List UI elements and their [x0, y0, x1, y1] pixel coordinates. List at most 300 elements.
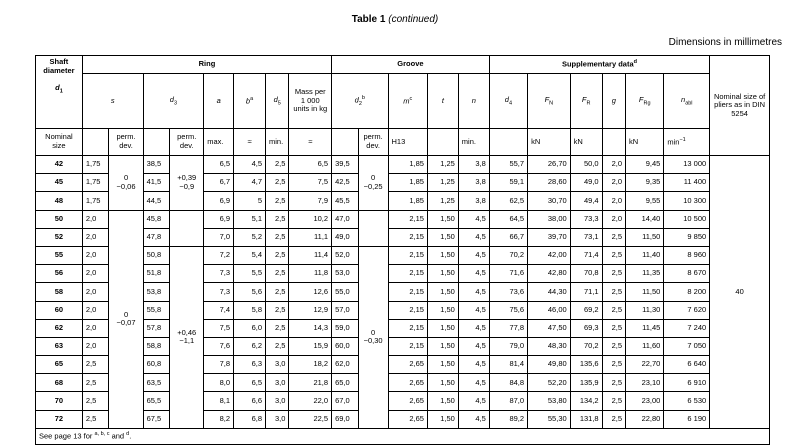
- cell-g: 2,5: [602, 228, 625, 246]
- cell-a: 8,0: [204, 374, 234, 392]
- cell-a: 8,1: [204, 392, 234, 410]
- cell-m: 2,65: [388, 410, 427, 428]
- cell-t: 1,25: [427, 174, 458, 192]
- cell-d5: 2,5: [266, 301, 289, 319]
- cell-fr: 71,4: [570, 246, 602, 264]
- nabl-header: $n_{abl}$: [664, 74, 710, 129]
- cell-mass: 15,9: [289, 337, 332, 355]
- cell-fn: 28,60: [528, 174, 571, 192]
- cell-d4: 84,8: [489, 374, 527, 392]
- cell-d3: 58,8: [143, 337, 170, 355]
- cell-d5: 3,0: [266, 356, 289, 374]
- cell-fn: 26,70: [528, 156, 571, 174]
- cell-m: 1,85: [388, 192, 427, 210]
- cell-n: 3,8: [458, 156, 489, 174]
- cell-d1: 72: [36, 410, 83, 428]
- cell-s: 1,75: [82, 156, 109, 174]
- cell-nabl: 10 300: [664, 192, 710, 210]
- cell-t: 1,50: [427, 356, 458, 374]
- s-deviation-b: 0 −0,07: [109, 210, 143, 428]
- cell-t: 1,25: [427, 192, 458, 210]
- cell-mass: 11,8: [289, 265, 332, 283]
- d2-deviation-a: 0 −0,25: [358, 156, 388, 211]
- cell-g: 2,0: [602, 156, 625, 174]
- cell-d3: 53,8: [143, 283, 170, 301]
- cell-d1: 42: [36, 156, 83, 174]
- cell-fn: 39,70: [528, 228, 571, 246]
- cell-d5: 2,5: [266, 337, 289, 355]
- cell-frg: 11,50: [626, 283, 664, 301]
- cell-mass: 14,3: [289, 319, 332, 337]
- fr-unit-label: kN: [570, 129, 602, 156]
- cell-frg: 22,70: [626, 356, 664, 374]
- supplementary-header: Supplementary data$^d$: [489, 56, 709, 74]
- cell-d2: 47,0: [332, 210, 359, 228]
- groove-header: Groove: [332, 56, 490, 74]
- cell-mass: 11,4: [289, 246, 332, 264]
- cell-t: 1,50: [427, 283, 458, 301]
- cell-nabl: 6 640: [664, 356, 710, 374]
- cell-m: 2,65: [388, 356, 427, 374]
- cell-d2: 55,0: [332, 283, 359, 301]
- cell-mass: 12,6: [289, 283, 332, 301]
- cell-d1: 70: [36, 392, 83, 410]
- cell-d2: 59,0: [332, 319, 359, 337]
- table-row: [36, 228, 770, 246]
- cell-a: 7,0: [204, 228, 234, 246]
- cell-d1: 62: [36, 319, 83, 337]
- table-row: [36, 283, 770, 301]
- cell-nabl: 8 960: [664, 246, 710, 264]
- cell-nabl: 8 670: [664, 265, 710, 283]
- cell-b: 5: [234, 192, 266, 210]
- cell-d1: 48: [36, 192, 83, 210]
- cell-t: 1,50: [427, 301, 458, 319]
- cell-s: 1,75: [82, 192, 109, 210]
- cell-nabl: 7 050: [664, 337, 710, 355]
- cell-fr: 70,2: [570, 337, 602, 355]
- cell-fr: 49,0: [570, 174, 602, 192]
- s-perm-dev-label: perm. dev.: [109, 129, 143, 156]
- cell-d1: 55: [36, 246, 83, 264]
- cell-s: 2,5: [82, 374, 109, 392]
- cell-d5: 3,0: [266, 392, 289, 410]
- cell-d2: 62,0: [332, 356, 359, 374]
- cell-d3: 47,8: [143, 228, 170, 246]
- dimensions-table: [35, 55, 770, 445]
- cell-m: 1,85: [388, 156, 427, 174]
- cell-d1: 60: [36, 301, 83, 319]
- cell-m: 2,15: [388, 283, 427, 301]
- ring-header: Ring: [82, 56, 331, 74]
- table-row: [36, 210, 770, 228]
- cell-d5: 2,5: [266, 228, 289, 246]
- cell-d4: 73,6: [489, 283, 527, 301]
- cell-fn: 42,00: [528, 246, 571, 264]
- cell-d1: 68: [36, 374, 83, 392]
- cell-m: 2,65: [388, 374, 427, 392]
- cell-d2: 42,5: [332, 174, 359, 192]
- cell-d3: 63,5: [143, 374, 170, 392]
- cell-mass: 12,9: [289, 301, 332, 319]
- cell-g: 2,0: [602, 210, 625, 228]
- cell-fr: 49,4: [570, 192, 602, 210]
- g-header: g: [602, 74, 625, 129]
- table-title: Table 1 (continued): [351, 14, 439, 25]
- cell-mass: 7,9: [289, 192, 332, 210]
- cell-d3: 67,5: [143, 410, 170, 428]
- cell-n: 4,5: [458, 301, 489, 319]
- t-header: t: [427, 74, 458, 129]
- table-row: [36, 246, 770, 264]
- cell-a: 7,2: [204, 246, 234, 264]
- cell-d2: 52,0: [332, 246, 359, 264]
- nominal-size-label: Nominal size: [36, 129, 83, 156]
- cell-d3: 44,5: [143, 192, 170, 210]
- cell-t: 1,50: [427, 210, 458, 228]
- table-row: [36, 301, 770, 319]
- cell-frg: 9,35: [626, 174, 664, 192]
- cell-d4: 77,8: [489, 319, 527, 337]
- cell-n: 4,5: [458, 337, 489, 355]
- d2-deviation-b: 0 −0,30: [358, 246, 388, 428]
- d3-perm-dev-label: perm. dev.: [170, 129, 204, 156]
- cell-d5: 2,5: [266, 265, 289, 283]
- cell-d1: 63: [36, 337, 83, 355]
- cell-s: 2,5: [82, 392, 109, 410]
- cell-a: 6,9: [204, 210, 234, 228]
- cell-fr: 135,6: [570, 356, 602, 374]
- table-row: [36, 174, 770, 192]
- b-approx-label: ≈: [234, 129, 266, 156]
- cell-d1: 65: [36, 356, 83, 374]
- table-row: [36, 265, 770, 283]
- cell-frg: 9,55: [626, 192, 664, 210]
- cell-m: 2,65: [388, 392, 427, 410]
- cell-a: 7,6: [204, 337, 234, 355]
- cell-b: 5,2: [234, 228, 266, 246]
- cell-nabl: 6 910: [664, 374, 710, 392]
- cell-s: 2,0: [82, 337, 109, 355]
- cell-fr: 69,3: [570, 319, 602, 337]
- cell-nabl: 10 500: [664, 210, 710, 228]
- cell-g: 2,5: [602, 246, 625, 264]
- cell-fn: 52,20: [528, 374, 571, 392]
- d5-header: $d_5$: [266, 74, 289, 129]
- cell-fr: 73,3: [570, 210, 602, 228]
- cell-d5: 2,5: [266, 174, 289, 192]
- dimensions-note: Dimensions in millimetres: [668, 37, 782, 48]
- cell-fr: 69,2: [570, 301, 602, 319]
- cell-a: 7,4: [204, 301, 234, 319]
- cell-b: 5,1: [234, 210, 266, 228]
- cell-b: 4,7: [234, 174, 266, 192]
- cell-t: 1,50: [427, 374, 458, 392]
- cell-d2: 60,0: [332, 337, 359, 355]
- cell-b: 6,8: [234, 410, 266, 428]
- cell-frg: 11,45: [626, 319, 664, 337]
- cell-n: 4,5: [458, 210, 489, 228]
- cell-d1: 50: [36, 210, 83, 228]
- cell-frg: 9,45: [626, 156, 664, 174]
- cell-fr: 134,2: [570, 392, 602, 410]
- cell-nabl: 8 200: [664, 283, 710, 301]
- cell-nabl: 13 000: [664, 156, 710, 174]
- cell-d4: 70,2: [489, 246, 527, 264]
- cell-d5: 2,5: [266, 246, 289, 264]
- s-deviation-a: 0 −0,06: [109, 156, 143, 211]
- cell-d5: 3,0: [266, 374, 289, 392]
- cell-b: 5,6: [234, 283, 266, 301]
- d3-deviation-b: +0,46 −1,1: [170, 246, 204, 428]
- cell-s: 2,0: [82, 228, 109, 246]
- d5-min-label: min.: [266, 129, 289, 156]
- cell-g: 2,5: [602, 356, 625, 374]
- cell-d5: 2,5: [266, 192, 289, 210]
- cell-frg: 11,35: [626, 265, 664, 283]
- cell-m: 2,15: [388, 228, 427, 246]
- cell-a: 7,5: [204, 319, 234, 337]
- cell-n: 4,5: [458, 319, 489, 337]
- cell-b: 5,5: [234, 265, 266, 283]
- cell-d4: 55,7: [489, 156, 527, 174]
- table-row: [36, 374, 770, 392]
- a-max-label: max.: [204, 129, 234, 156]
- cell-d4: 59,1: [489, 174, 527, 192]
- cell-fn: 55,30: [528, 410, 571, 428]
- cell-d4: 64,5: [489, 210, 527, 228]
- cell-s: 2,0: [82, 210, 109, 228]
- cell-n: 4,5: [458, 265, 489, 283]
- cell-nabl: 6 190: [664, 410, 710, 428]
- cell-fn: 53,80: [528, 392, 571, 410]
- table-row: [36, 410, 770, 428]
- d3-header: $d_3$: [143, 74, 204, 129]
- cell-t: 1,50: [427, 265, 458, 283]
- cell-t: 1,50: [427, 228, 458, 246]
- cell-mass: 6,5: [289, 156, 332, 174]
- cell-fr: 50,0: [570, 156, 602, 174]
- cell-mass: 22,0: [289, 392, 332, 410]
- cell-n: 4,5: [458, 392, 489, 410]
- cell-fn: 30,70: [528, 192, 571, 210]
- cell-fn: 44,30: [528, 283, 571, 301]
- cell-a: 6,5: [204, 156, 234, 174]
- cell-fn: 42,80: [528, 265, 571, 283]
- cell-d1: 52: [36, 228, 83, 246]
- cell-fr: 135,9: [570, 374, 602, 392]
- cell-a: 8,2: [204, 410, 234, 428]
- cell-s: 2,0: [82, 283, 109, 301]
- cell-fn: 38,00: [528, 210, 571, 228]
- cell-fn: 49,80: [528, 356, 571, 374]
- cell-g: 2,5: [602, 374, 625, 392]
- cell-m: 1,85: [388, 174, 427, 192]
- cell-d4: 87,0: [489, 392, 527, 410]
- cell-s: 2,0: [82, 265, 109, 283]
- cell-frg: 22,80: [626, 410, 664, 428]
- cell-b: 5,8: [234, 301, 266, 319]
- cell-n: 4,5: [458, 356, 489, 374]
- cell-nabl: 7 240: [664, 319, 710, 337]
- cell-b: 6,3: [234, 356, 266, 374]
- b-header: $b^a$: [234, 74, 266, 129]
- cell-d5: 2,5: [266, 210, 289, 228]
- cell-d4: 71,6: [489, 265, 527, 283]
- cell-d5: 2,5: [266, 156, 289, 174]
- cell-mass: 21,8: [289, 374, 332, 392]
- cell-n: 4,5: [458, 228, 489, 246]
- table-row: [36, 356, 770, 374]
- cell-n: 3,8: [458, 174, 489, 192]
- cell-t: 1,50: [427, 392, 458, 410]
- cell-b: 6,5: [234, 374, 266, 392]
- d4-header: $d_4$: [489, 74, 527, 129]
- m-h13-label: H13: [388, 129, 427, 156]
- cell-frg: 11,50: [626, 228, 664, 246]
- cell-d3: 65,5: [143, 392, 170, 410]
- table-row: [36, 156, 770, 174]
- cell-d1: 45: [36, 174, 83, 192]
- cell-fn: 46,00: [528, 301, 571, 319]
- cell-a: 7,3: [204, 265, 234, 283]
- cell-d3: 45,8: [143, 210, 170, 228]
- cell-frg: 11,30: [626, 301, 664, 319]
- fr-header: $F_R$: [570, 74, 602, 129]
- cell-b: 6,0: [234, 319, 266, 337]
- cell-n: 4,5: [458, 410, 489, 428]
- shaft-diameter-header: Shaft diameter $d_1$: [36, 56, 83, 129]
- cell-s: 2,5: [82, 410, 109, 428]
- cell-d4: 79,0: [489, 337, 527, 355]
- cell-m: 2,15: [388, 319, 427, 337]
- m-header: $m^c$: [388, 74, 427, 129]
- table-row: [36, 337, 770, 355]
- cell-g: 2,0: [602, 174, 625, 192]
- cell-d2: 53,0: [332, 265, 359, 283]
- cell-frg: 14,40: [626, 210, 664, 228]
- fn-unit-label: kN: [528, 129, 571, 156]
- cell-s: 2,0: [82, 301, 109, 319]
- cell-d4: 81,4: [489, 356, 527, 374]
- table-row: [36, 192, 770, 210]
- d3-deviation-a: +0,39 −0,9: [170, 156, 204, 211]
- cell-mass: 10,2: [289, 210, 332, 228]
- cell-m: 2,15: [388, 210, 427, 228]
- cell-m: 2,15: [388, 265, 427, 283]
- cell-t: 1,25: [427, 156, 458, 174]
- cell-nabl: 7 620: [664, 301, 710, 319]
- cell-d2: 49,0: [332, 228, 359, 246]
- cell-nabl: 9 850: [664, 228, 710, 246]
- cell-nabl: 6 530: [664, 392, 710, 410]
- cell-d4: 62,5: [489, 192, 527, 210]
- fn-header: $F_N$: [528, 74, 571, 129]
- cell-m: 2,15: [388, 246, 427, 264]
- cell-g: 2,5: [602, 392, 625, 410]
- cell-fr: 73,1: [570, 228, 602, 246]
- cell-fn: 47,50: [528, 319, 571, 337]
- cell-g: 2,5: [602, 319, 625, 337]
- cell-d1: 58: [36, 283, 83, 301]
- cell-frg: 23,00: [626, 392, 664, 410]
- cell-d2: 67,0: [332, 392, 359, 410]
- cell-s: 2,5: [82, 356, 109, 374]
- frg-unit-label: kN: [626, 129, 664, 156]
- cell-mass: 22,5: [289, 410, 332, 428]
- pliers-size-value: 40: [710, 156, 770, 429]
- cell-s: 1,75: [82, 174, 109, 192]
- cell-s: 2,0: [82, 246, 109, 264]
- cell-d5: 2,5: [266, 283, 289, 301]
- cell-m: 2,15: [388, 301, 427, 319]
- mass-approx-label: ≈: [289, 129, 332, 156]
- d2-perm-dev-label: perm. dev.: [358, 129, 388, 156]
- pliers-header: Nominal size of pliers as in DIN 5254: [710, 56, 770, 156]
- table-row: [36, 319, 770, 337]
- cell-a: 6,7: [204, 174, 234, 192]
- cell-g: 2,5: [602, 337, 625, 355]
- cell-frg: 23,10: [626, 374, 664, 392]
- cell-mass: 11,1: [289, 228, 332, 246]
- cell-d4: 75,6: [489, 301, 527, 319]
- nabl-unit-label: $\min^{-1}$: [664, 129, 710, 156]
- cell-t: 1,50: [427, 410, 458, 428]
- cell-b: 5,4: [234, 246, 266, 264]
- n-header: n: [458, 74, 489, 129]
- cell-g: 2,0: [602, 192, 625, 210]
- cell-frg: 11,60: [626, 337, 664, 355]
- cell-d3: 51,8: [143, 265, 170, 283]
- n-min-label: min.: [458, 129, 489, 156]
- s-header: s: [82, 74, 143, 129]
- cell-t: 1,50: [427, 319, 458, 337]
- cell-m: 2,15: [388, 337, 427, 355]
- cell-n: 4,5: [458, 374, 489, 392]
- cell-g: 2,5: [602, 283, 625, 301]
- cell-d3: 50,8: [143, 246, 170, 264]
- cell-d2: 69,0: [332, 410, 359, 428]
- cell-mass: 18,2: [289, 356, 332, 374]
- frg-header: $F_{Rg}$: [626, 74, 664, 129]
- cell-d2: 65,0: [332, 374, 359, 392]
- cell-fr: 70,8: [570, 265, 602, 283]
- cell-b: 6,2: [234, 337, 266, 355]
- cell-g: 2,5: [602, 265, 625, 283]
- cell-t: 1,50: [427, 246, 458, 264]
- cell-nabl: 11 400: [664, 174, 710, 192]
- cell-frg: 11,40: [626, 246, 664, 264]
- cell-n: 3,8: [458, 192, 489, 210]
- cell-fr: 71,1: [570, 283, 602, 301]
- cell-d3: 41,5: [143, 174, 170, 192]
- cell-d5: 3,0: [266, 410, 289, 428]
- cell-fn: 48,30: [528, 337, 571, 355]
- cell-d5: 2,5: [266, 319, 289, 337]
- table-row: [36, 392, 770, 410]
- cell-d3: 57,8: [143, 319, 170, 337]
- cell-b: 4,5: [234, 156, 266, 174]
- cell-a: 7,8: [204, 356, 234, 374]
- cell-g: 2,5: [602, 410, 625, 428]
- cell-a: 7,3: [204, 283, 234, 301]
- table-footnote: See page 13 for $^{a, b, c}$ and $^d$.: [36, 428, 770, 444]
- cell-d4: 89,2: [489, 410, 527, 428]
- cell-d2: 57,0: [332, 301, 359, 319]
- cell-b: 6,6: [234, 392, 266, 410]
- cell-d3: 55,8: [143, 301, 170, 319]
- cell-a: 6,9: [204, 192, 234, 210]
